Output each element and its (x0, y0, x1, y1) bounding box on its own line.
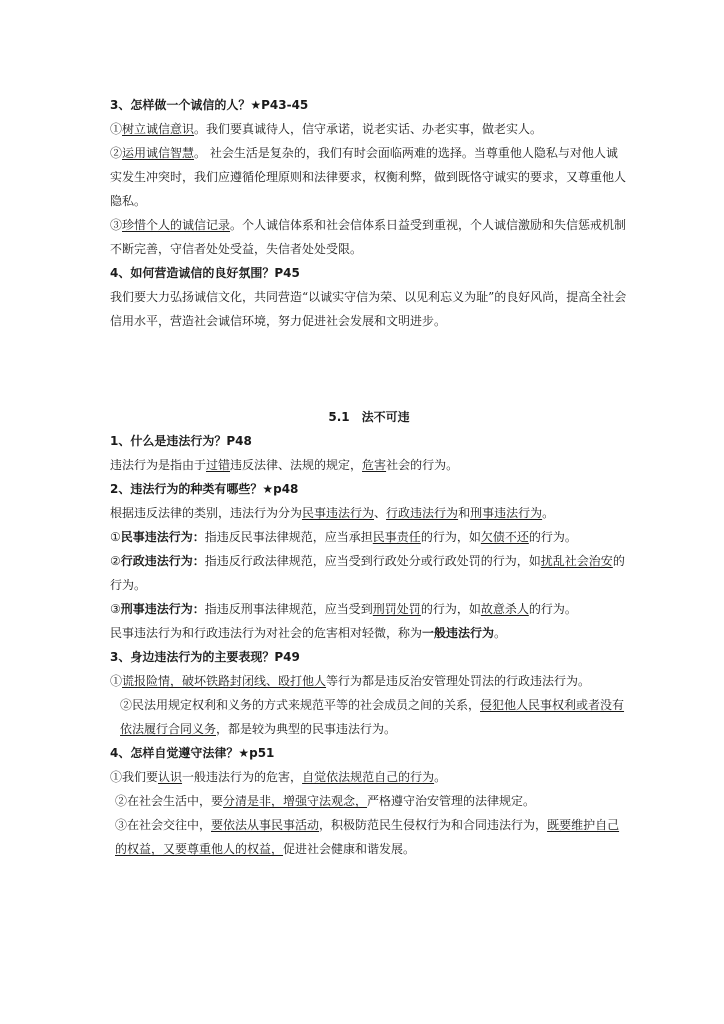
underlined-term: 运用诚信智慧 (122, 146, 195, 160)
paragraph-point-1: ①树立诚信意识。我们要真诚待人，信守承诺，说老实话、办老实事，做老实人。 (110, 122, 543, 136)
heading-q4-atmosphere: 4、如何营造诚信的良好氛围？P45 (110, 266, 300, 280)
paragraph-atmosphere: 我们要大力弘扬诚信文化，共同营造“以诚实守信为荣、以见利忘义为耻”的良好风尚，提高全社会信用水平，营造社会诚信环境，努力促进社会发展和文明进步。 (110, 290, 627, 328)
heading-q1-illegal: 1、什么是违法行为？P48 (110, 434, 252, 448)
document-page (110, 93, 628, 861)
paragraph-manifestation-1: ①谎报险情，破坏铁路封闭线、殴打他人等行为都是违反治安管理处罚法的行政违法行为。 (110, 674, 591, 688)
paragraph-point-3: ③珍惜个人的诚信记录。个人诚信体系和社会信体系日益受到重视，个人诚信激励和失信惩戒机制不断完善，守信者处处受益，失信者处处受限。 (110, 218, 627, 256)
paragraph-point-2: ②运用诚信智慧。 社会生活是复杂的，我们有时会面临两难的选择。当尊重他人隐私与对他人诚实发生冲突时，我们应遵循伦理原则和法律要求，权衡利弊，做到既恪守诚实的要求，又尊重他人隐私。 (110, 146, 627, 208)
heading-q2-types: 2、违法行为的种类有哪些？★p48 (110, 482, 299, 496)
paragraph-criminal: ③刑事违法行为：指违反刑事法律规范，应当受到刑罚处罚的行为，如故意杀人的行为。 (110, 602, 577, 616)
paragraph-general-illegal: 民事违法行为和行政违法行为对社会的危害相对轻微，称为一般违法行为。 (110, 626, 507, 640)
heading-q4-obey: 4、怎样自觉遵守法律？★p51 (110, 746, 275, 760)
paragraph-types: 根据违反法律的类别，违法行为分为民事违法行为、行政违法行为和刑事违法行为。 (110, 506, 555, 520)
paragraph-civil: ①民事违法行为：指违反民事法律规范，应当承担民事责任的行为，如欠债不还的行为。 (110, 530, 577, 544)
section-title: 5.1 法不可违 (328, 410, 410, 424)
heading-q3-honesty: 3、怎样做一个诚信的人？★P43-45 (110, 98, 309, 112)
underlined-term: 珍惜个人的诚信记录 (122, 218, 231, 232)
heading-q3-manifestations: 3、身边违法行为的主要表现？P49 (110, 650, 300, 664)
paragraph-manifestation-2: ②民法用规定权利和义务的方式来规范平等的社会成员之间的关系，侵犯他人民事权利或者没有依法履行合同义务，都是较为典型的民事违法行为。 (120, 698, 625, 736)
paragraph-obey-3: ③在社会交往中，要依法从事民事活动，积极防范民生侵权行为和合同违法行为，既要维护自己的权益，又要尊重他人的权益，促进社会健康和谐发展。 (115, 818, 620, 856)
paragraph-obey-2: ②在社会生活中，要分清是非，增强守法观念，严格遵守治安管理的法律规定。 (115, 794, 536, 808)
paragraph-administrative: ②行政违法行为：指违反行政法律规范，应当受到行政处分或行政处罚的行为，如扰乱社会治安的行为。 (110, 554, 625, 592)
paragraph-definition: 违法行为是指由于过错违反法律、法规的规定，危害社会的行为。 (110, 458, 459, 472)
section-gap (110, 333, 628, 405)
paragraph-obey-1: ①我们要认识一般违法行为的危害，自觉依法规范自己的行为。 (110, 770, 447, 784)
underlined-term: 树立诚信意识 (122, 122, 195, 136)
